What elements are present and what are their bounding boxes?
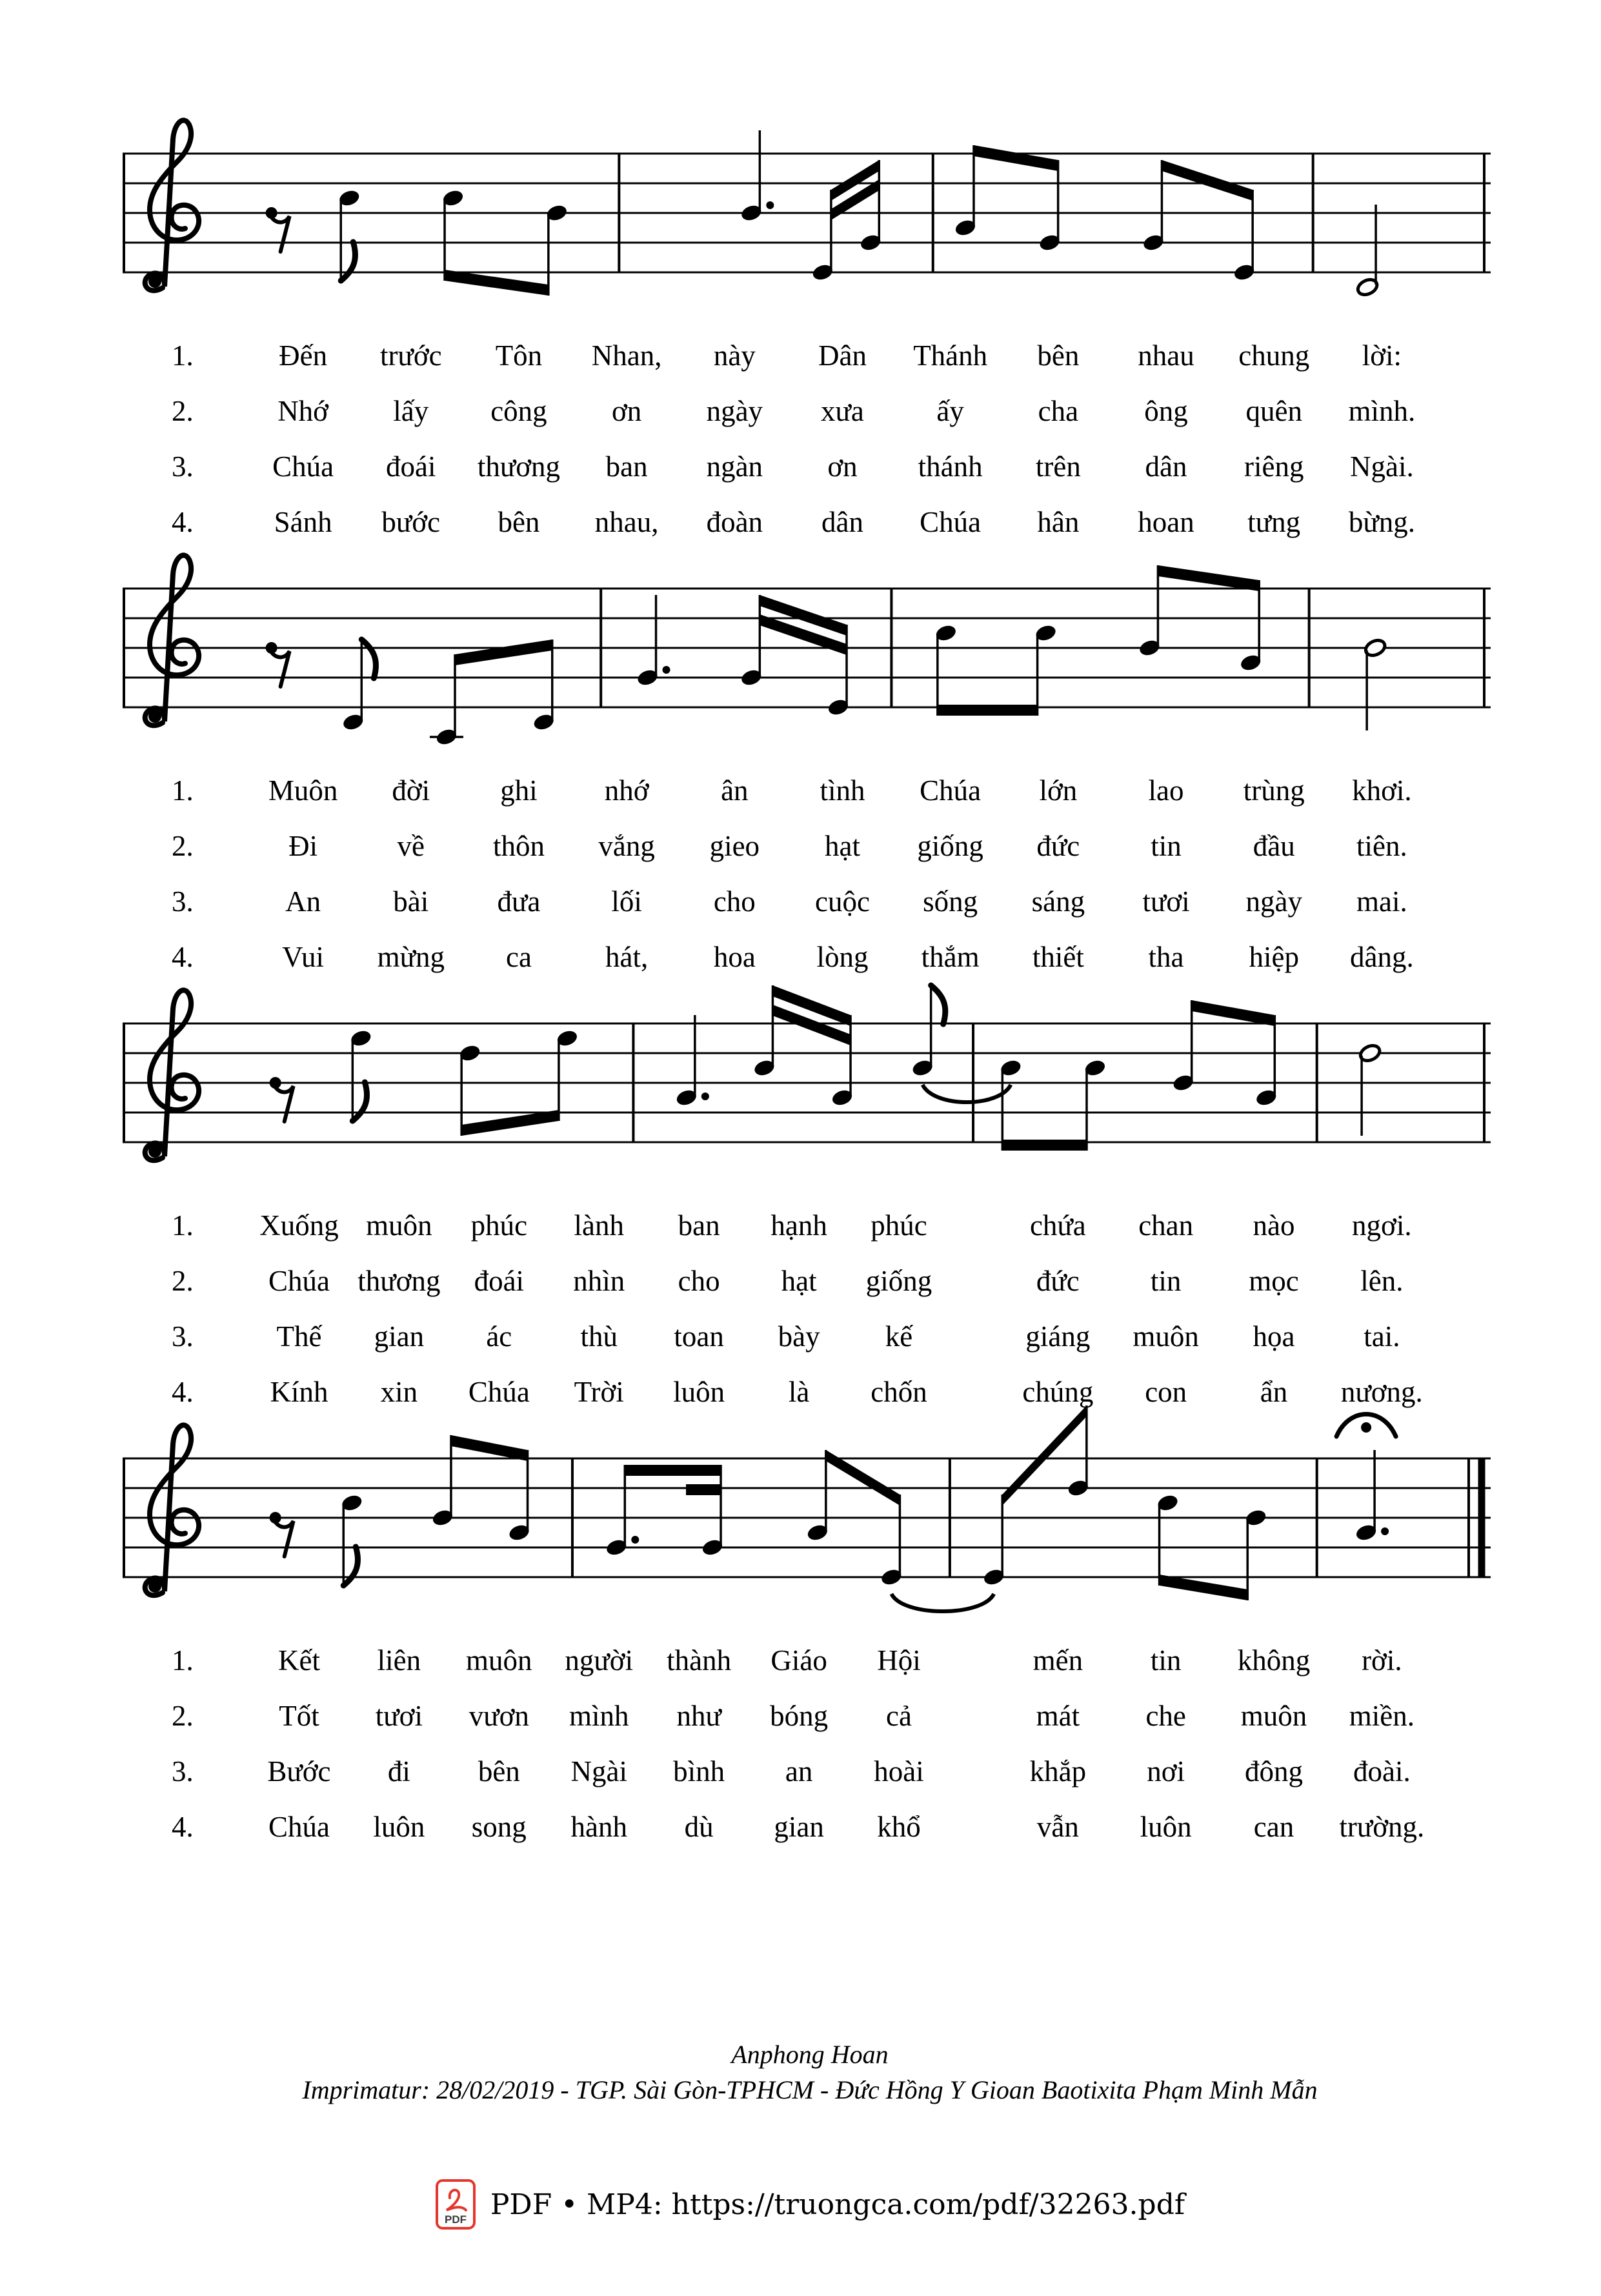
verse-number: 1. xyxy=(172,339,194,372)
lyric-word: Nhớ xyxy=(277,395,328,427)
verse-line xyxy=(123,1633,1497,1688)
lyric-word: ác xyxy=(486,1320,512,1353)
lyric-word: an xyxy=(785,1755,813,1787)
lyric-word: ngày xyxy=(1245,885,1302,918)
lyric-word: xưa xyxy=(821,395,864,427)
verse-line xyxy=(123,439,1497,494)
lyric-words xyxy=(249,885,1497,918)
verse-line xyxy=(123,1309,1497,1364)
lyric-word: là xyxy=(788,1376,810,1408)
lyric-word: Kết xyxy=(277,1644,320,1677)
lyric-word: Xuống xyxy=(259,1209,339,1242)
lyric-word: bên xyxy=(478,1755,520,1787)
lyric-word: muôn xyxy=(366,1209,432,1242)
footer xyxy=(123,2037,1497,2230)
lyric-word: muôn xyxy=(466,1644,532,1677)
lyric-word: này xyxy=(713,339,756,372)
lyric-word: Đến xyxy=(279,339,328,372)
verse-number: 3. xyxy=(172,885,194,918)
lyric-word: ngày xyxy=(706,395,763,427)
pdf-link-text[interactable]: PDF • MP4: https://truongca.com/pdf/32263.pdf xyxy=(490,2188,1185,2221)
verse-line xyxy=(123,1253,1497,1309)
lyric-words xyxy=(249,1209,1497,1242)
lyric-word: Chúa xyxy=(272,450,334,483)
lyric-word: bừng. xyxy=(1348,506,1415,538)
lyric-word: can xyxy=(1253,1811,1294,1843)
verse-number: 2. xyxy=(172,830,194,862)
lyric-word: tin xyxy=(1150,1265,1182,1297)
lyric-word: mai. xyxy=(1356,885,1407,918)
lyric-words xyxy=(249,829,1497,863)
lyric-word: lao xyxy=(1148,774,1184,807)
score-area xyxy=(123,89,1497,1855)
verse-number: 3. xyxy=(172,1320,194,1353)
lyric-word: nào xyxy=(1253,1209,1295,1242)
lyric-word: chan xyxy=(1138,1209,1194,1242)
lyric-word: chung xyxy=(1238,339,1310,372)
lyric-word: thôn xyxy=(492,830,545,862)
lyric-word: Muôn xyxy=(268,774,338,807)
lyric-word: tin xyxy=(1151,830,1182,862)
lyric-word: luôn xyxy=(673,1376,725,1408)
verse-number: 1. xyxy=(172,1644,194,1677)
lyric-word: giống xyxy=(917,830,983,862)
lyric-word: Trời xyxy=(574,1376,624,1408)
lyric-word: lành xyxy=(574,1209,624,1242)
lyric-words xyxy=(249,339,1497,372)
lyric-words xyxy=(249,774,1497,807)
lyric-word: ban xyxy=(605,450,648,483)
lyric-word: Hội xyxy=(877,1644,921,1677)
composer-credit: Anphong Hoan xyxy=(731,2040,889,2069)
lyric-word: tình xyxy=(820,774,865,807)
pdf-icon-label: PDF xyxy=(444,2213,467,2226)
staff-system-4 xyxy=(123,1394,1497,1665)
lyric-word: khổ xyxy=(877,1811,921,1843)
lyric-words xyxy=(249,1699,1497,1733)
lyric-word: luôn xyxy=(1140,1811,1192,1843)
lyric-words xyxy=(249,450,1497,483)
lyric-word: đầu xyxy=(1253,830,1295,862)
lyric-words xyxy=(249,1755,1497,1788)
lyric-word: bên xyxy=(1037,339,1080,372)
lyric-word: tươi xyxy=(1142,885,1190,918)
lyric-word: trên xyxy=(1035,450,1081,483)
lyric-word: trùng xyxy=(1243,774,1305,807)
lyric-word: nương. xyxy=(1340,1376,1423,1408)
lyric-word: gian xyxy=(374,1320,425,1353)
lyric-word: cho xyxy=(678,1265,720,1297)
verse-number: 3. xyxy=(172,450,194,483)
lyric-word: như xyxy=(676,1700,721,1732)
verse-line xyxy=(123,1799,1497,1855)
lyric-word: trước xyxy=(379,339,442,372)
hymn-section-2 xyxy=(123,524,1497,985)
lyric-word: người xyxy=(565,1644,634,1677)
lyric-word: cho xyxy=(713,885,756,918)
lyric-word: gieo xyxy=(709,830,760,862)
lyric-word: dâng. xyxy=(1350,941,1414,973)
hymn-section-1 xyxy=(123,89,1497,550)
lyric-word: đi xyxy=(387,1755,410,1787)
lyric-word: sáng xyxy=(1031,885,1085,918)
verse-block xyxy=(123,763,1497,985)
lyric-word: lấy xyxy=(393,395,429,427)
lyric-word: luôn xyxy=(373,1811,425,1843)
lyric-word: hát, xyxy=(605,941,649,973)
lyric-word: thánh xyxy=(918,450,983,483)
verse-number: 1. xyxy=(172,1209,194,1242)
lyric-words xyxy=(249,1320,1497,1353)
imprimatur-line: Imprimatur: 28/02/2019 - TGP. Sài Gòn-TPHCM - Đức Hồng Y Gioan Baotixita Phạm Minh Mẫn xyxy=(302,2075,1318,2104)
lyric-word: không xyxy=(1237,1644,1311,1677)
lyric-word: muôn xyxy=(1240,1700,1307,1732)
lyric-word: dân xyxy=(821,506,863,538)
lyric-word: nhau xyxy=(1138,339,1194,372)
lyric-word: ơn xyxy=(611,395,642,427)
lyric-word: tha xyxy=(1148,941,1184,973)
lyric-word: quên xyxy=(1245,395,1302,427)
lyric-word: mình. xyxy=(1348,395,1416,427)
lyric-word: lớn xyxy=(1039,774,1078,807)
lyric-word: riêng xyxy=(1244,450,1304,483)
lyric-word: mát xyxy=(1036,1700,1080,1732)
lyric-word: đời xyxy=(392,774,430,807)
verse-number: 1. xyxy=(172,774,194,807)
verse-number: 4. xyxy=(172,1811,194,1843)
lyric-word: đưa xyxy=(497,885,541,918)
lyric-word: đông xyxy=(1245,1755,1303,1787)
lyric-word: đoái xyxy=(474,1265,525,1297)
lyric-word: nhớ xyxy=(604,774,649,807)
lyric-word: thù xyxy=(580,1320,618,1353)
lyric-word: hân xyxy=(1037,506,1080,538)
lyric-word: Giáo xyxy=(770,1644,827,1677)
lyric-word: hiệp xyxy=(1249,941,1299,973)
lyric-word: ca xyxy=(505,941,532,973)
lyric-word: hạt xyxy=(781,1265,817,1297)
lyric-word: cả xyxy=(886,1700,912,1732)
verse-number: 2. xyxy=(172,1700,194,1732)
lyric-word: ơn xyxy=(827,450,858,483)
lyric-word: bước xyxy=(381,506,441,538)
lyric-word: Nhan, xyxy=(591,339,662,372)
lyric-word: thương xyxy=(477,450,561,483)
lyric-words xyxy=(249,394,1497,428)
lyric-word: giống xyxy=(865,1265,932,1297)
lyric-words xyxy=(249,1375,1497,1409)
lyric-word: nhau, xyxy=(594,506,659,538)
lyric-word: vươn xyxy=(468,1700,529,1732)
lyric-word: kế xyxy=(885,1320,913,1353)
lyric-word: bóng xyxy=(770,1700,829,1732)
lyric-word: Kính xyxy=(270,1376,328,1408)
lyric-word: nơi xyxy=(1147,1755,1185,1787)
lyric-word: tươi xyxy=(375,1700,423,1732)
lyric-word: thương xyxy=(357,1265,441,1297)
verse-number: 3. xyxy=(172,1755,194,1787)
lyric-word: mình xyxy=(569,1700,629,1732)
lyric-word: bên xyxy=(498,506,540,538)
lyric-word: Tôn xyxy=(495,339,543,372)
lyric-word: lòng xyxy=(816,941,869,973)
verse-number: 4. xyxy=(172,941,194,973)
lyric-word: hoa xyxy=(713,941,756,973)
verse-line xyxy=(123,818,1497,874)
pdf-link-bar xyxy=(123,2179,1497,2230)
lyric-word: rời. xyxy=(1362,1644,1402,1677)
lyric-word: Chúa xyxy=(468,1376,530,1408)
lyric-word: con xyxy=(1145,1376,1187,1408)
lyric-word: họa xyxy=(1253,1320,1295,1353)
lyric-word: Dân xyxy=(818,339,867,372)
lyric-word: mến xyxy=(1032,1644,1083,1677)
lyric-word: Chúa xyxy=(268,1265,330,1297)
verse-number: 4. xyxy=(172,506,194,538)
verse-number: 2. xyxy=(172,1265,194,1297)
lyric-word: song xyxy=(471,1811,527,1843)
lyric-word: thắm xyxy=(921,941,980,973)
staff-system-1 xyxy=(123,89,1497,360)
verse-number: 2. xyxy=(172,395,194,427)
lyric-word: Chúa xyxy=(268,1811,330,1843)
verse-number: 4. xyxy=(172,1376,194,1408)
lyric-word: Ngài. xyxy=(1350,450,1414,483)
lyric-word: bày xyxy=(778,1320,820,1353)
lyric-word: đoái xyxy=(386,450,436,483)
lyric-word: cha xyxy=(1038,395,1079,427)
lyric-word: khắp xyxy=(1029,1755,1087,1787)
lyric-word: Thánh xyxy=(913,339,988,372)
lyric-word: hoan xyxy=(1138,506,1194,538)
lyric-word: đoàn xyxy=(706,506,763,538)
lyric-word: lời: xyxy=(1362,339,1402,372)
lyric-word: mọc xyxy=(1249,1265,1299,1297)
verse-line xyxy=(123,1744,1497,1799)
lyric-word: tin xyxy=(1150,1644,1182,1677)
staff-system-2 xyxy=(123,524,1497,795)
lyric-word: muôn xyxy=(1133,1320,1199,1353)
lyric-word: ông xyxy=(1144,395,1188,427)
lyric-word: bình xyxy=(673,1755,725,1787)
lyric-word: mừng xyxy=(377,941,445,973)
lyric-word: cuộc xyxy=(815,885,870,918)
lyric-word: đức xyxy=(1036,830,1080,862)
verse-block xyxy=(123,1633,1497,1855)
lyric-word: toan xyxy=(674,1320,724,1353)
lyric-word: vắng xyxy=(598,830,655,862)
lyric-words xyxy=(249,1810,1497,1844)
lyric-word: đức xyxy=(1036,1265,1080,1297)
lyric-word: Chúa xyxy=(920,506,982,538)
lyric-word: bài xyxy=(393,885,429,918)
lyric-word: dân xyxy=(1145,450,1187,483)
verse-line xyxy=(123,763,1497,818)
lyric-word: hành xyxy=(570,1811,627,1843)
lyric-word: chúng xyxy=(1022,1376,1094,1408)
staff-system-3 xyxy=(123,959,1497,1230)
lyric-word: Tốt xyxy=(279,1700,319,1732)
verse-line xyxy=(123,328,1497,383)
lyric-word: hạt xyxy=(825,830,860,862)
verse-line xyxy=(123,1198,1497,1253)
lyric-word: ngàn xyxy=(706,450,763,483)
lyric-words xyxy=(249,1264,1497,1298)
lyric-word: tưng xyxy=(1247,506,1301,538)
verse-line xyxy=(123,1688,1497,1744)
lyric-word: ban xyxy=(678,1209,720,1242)
lyric-word: phúc xyxy=(470,1209,528,1242)
verse-block xyxy=(123,1198,1497,1420)
lyric-word: An xyxy=(285,885,321,918)
lyric-word: Chúa xyxy=(920,774,982,807)
lyric-words xyxy=(249,940,1497,974)
lyric-word: che xyxy=(1145,1700,1186,1732)
lyric-word: nhìn xyxy=(573,1265,625,1297)
lyric-word: tiên. xyxy=(1356,830,1407,862)
lyric-word: Sánh xyxy=(274,506,332,538)
lyric-word: Đi xyxy=(288,830,318,862)
verse-line xyxy=(123,874,1497,929)
pdf-icon[interactable] xyxy=(435,2179,476,2230)
lyric-word: phúc xyxy=(871,1209,927,1242)
lyric-word: ẩn xyxy=(1260,1376,1288,1408)
lyric-word: Ngài xyxy=(570,1755,627,1787)
lyric-word: Vui xyxy=(282,941,324,973)
lyric-word: sống xyxy=(923,885,978,918)
lyric-word: công xyxy=(490,395,547,427)
hymn-section-4 xyxy=(123,1394,1497,1855)
lyric-words xyxy=(249,1644,1497,1677)
verse-line xyxy=(123,383,1497,439)
lyric-word: ngơi. xyxy=(1352,1209,1412,1242)
lyric-word: hạnh xyxy=(770,1209,827,1242)
hymn-section-3 xyxy=(123,959,1497,1420)
lyric-word: Thế xyxy=(276,1320,322,1353)
lyric-word: thiết xyxy=(1032,941,1084,973)
lyric-word: ghi xyxy=(500,774,538,807)
lyric-word: dù xyxy=(684,1811,714,1843)
lyric-word: trường. xyxy=(1339,1811,1425,1843)
lyric-word: ân xyxy=(721,774,749,807)
lyric-word: chốn xyxy=(871,1376,927,1408)
lyric-word: gian xyxy=(774,1811,824,1843)
lyric-word: chứa xyxy=(1029,1209,1086,1242)
lyric-word: tai. xyxy=(1364,1320,1400,1353)
lyric-word: giáng xyxy=(1025,1320,1091,1353)
lyric-word: lên. xyxy=(1360,1265,1404,1297)
lyric-word: khơi. xyxy=(1352,774,1412,807)
lyric-word: xin xyxy=(380,1376,418,1408)
lyric-word: ấy xyxy=(936,395,964,427)
lyric-word: vẫn xyxy=(1036,1811,1079,1843)
lyric-word: hoài xyxy=(874,1755,924,1787)
lyric-word: lối xyxy=(611,885,642,918)
lyric-word: miền. xyxy=(1349,1700,1415,1732)
lyric-word: thành xyxy=(667,1644,732,1677)
lyric-words xyxy=(249,505,1497,539)
verse-block xyxy=(123,328,1497,550)
lyric-word: đoài. xyxy=(1353,1755,1411,1787)
lyric-word: Bước xyxy=(267,1755,331,1787)
lyric-word: liên xyxy=(377,1644,421,1677)
lyric-word: về xyxy=(397,830,425,862)
